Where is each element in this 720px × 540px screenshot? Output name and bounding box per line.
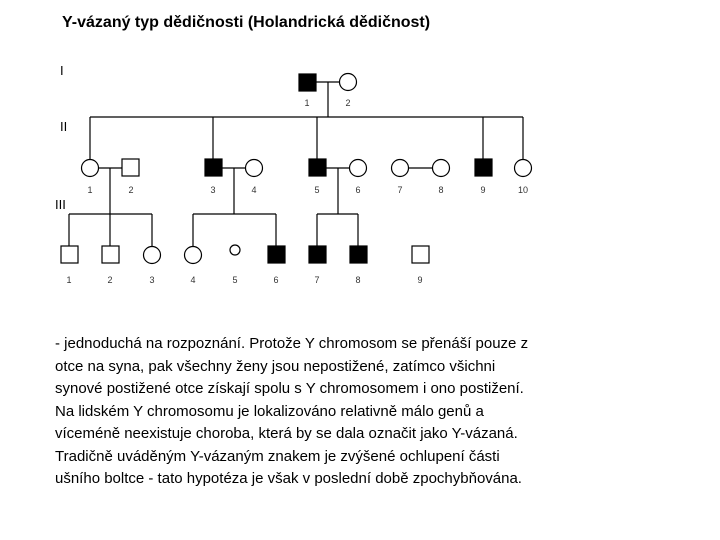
individual-number: 5	[232, 275, 238, 285]
male-III9	[412, 246, 429, 263]
description-line: Na lidském Y chromosomu je lokalizováno relativně málo genů a	[55, 402, 484, 420]
individual-number: 7	[314, 275, 320, 285]
male-affected-III8	[350, 246, 367, 263]
generation-2	[82, 159, 532, 195]
individual-number: 6	[355, 185, 361, 195]
individual-number: 9	[417, 275, 423, 285]
female-II7	[392, 160, 409, 177]
male-III1	[61, 246, 78, 263]
generation-label-3: III	[55, 197, 66, 212]
generation-label-2: II	[60, 119, 68, 134]
male-affected-III6	[268, 246, 285, 263]
individual-number: 4	[190, 275, 196, 285]
individual-number: 8	[355, 275, 361, 285]
description-line: ušního boltce - tato hypotéza je však v poslední době zpochybňována.	[55, 470, 522, 487]
female-II4	[246, 160, 263, 177]
female-III4	[185, 247, 202, 264]
individual-number: 7	[397, 185, 403, 195]
individual-number: 1	[304, 98, 310, 108]
individual-number: 8	[438, 185, 444, 195]
female-II6	[350, 160, 367, 177]
individual-number: 10	[517, 185, 529, 195]
male-affected-III7	[309, 246, 326, 263]
generation-3	[61, 245, 429, 285]
description-line: Tradičně uváděným Y-vázaným znakem je zvýšené ochlupení části	[55, 447, 500, 465]
individual-number: 1	[87, 185, 93, 195]
individual-number: 3	[210, 185, 216, 195]
description-line: synové postižené otce získají spolu s Y chromosomem i ono postižení.	[55, 380, 524, 397]
individual-number: 9	[480, 185, 486, 195]
male-affected-II3	[205, 159, 222, 176]
female-II1	[82, 160, 99, 177]
individual-number: 2	[128, 185, 134, 195]
female-III3	[144, 247, 161, 264]
individual-number: 4	[251, 185, 257, 195]
individual-number: 2	[345, 98, 351, 108]
individual-number: 2	[107, 275, 113, 285]
male-III2	[102, 246, 119, 263]
generation-label-1: I	[60, 63, 64, 78]
individual-number: 1	[66, 275, 72, 285]
individual-number: 5	[314, 185, 320, 195]
description-text	[55, 333, 655, 491]
description-line: víceméně neexistuje choroba, která by se dala označit jako Y-vázaná.	[55, 425, 518, 442]
description-line: otce na syna, pak všechny ženy jsou nepostižené, zatímco všichni	[55, 357, 496, 375]
description-line: - jednoduchá na rozpoznání. Protože Y chromosom se přenáší pouze z	[55, 335, 529, 352]
male-II2	[122, 159, 139, 176]
female-II8	[433, 160, 450, 177]
male-affected-II9	[475, 159, 492, 176]
female-III5	[230, 245, 240, 255]
female-II10	[515, 160, 532, 177]
male-affected-II5	[309, 159, 326, 176]
female-I2	[340, 74, 357, 91]
male-affected-I1	[299, 74, 316, 91]
page-title: Y-vázaný typ dědičnosti (Holandrická dědičnost)	[62, 14, 431, 31]
individual-number: 6	[273, 275, 279, 285]
individual-number: 3	[149, 275, 155, 285]
